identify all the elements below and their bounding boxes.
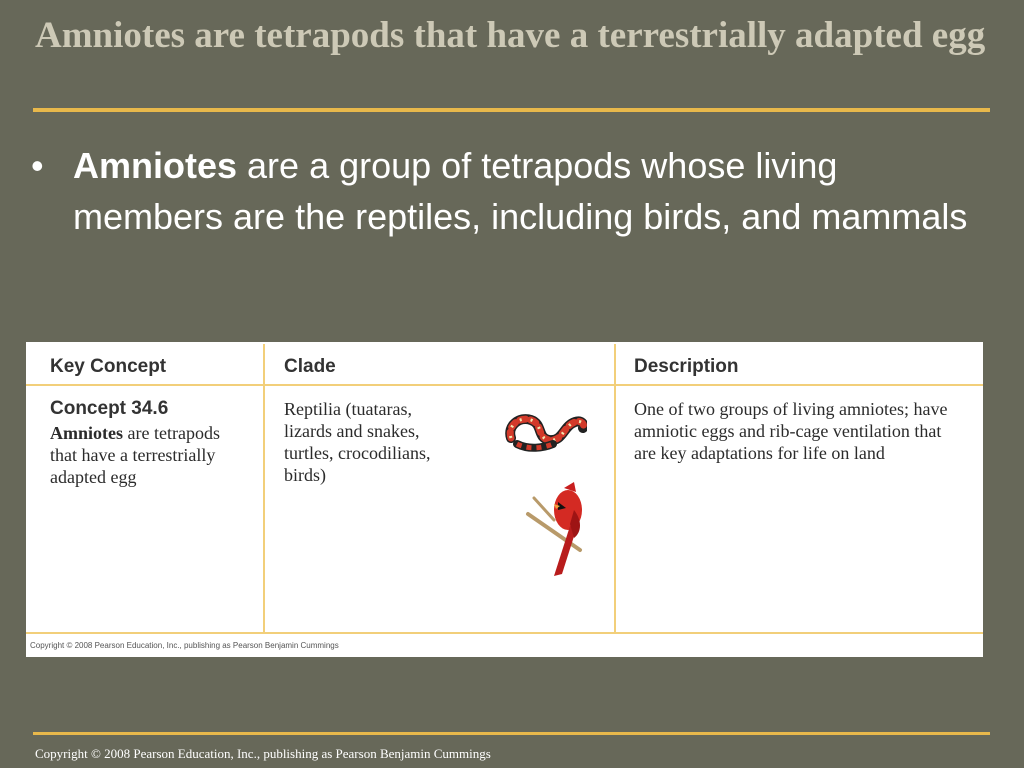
- footer-divider: [33, 732, 990, 735]
- header-description: Description: [634, 356, 739, 377]
- header-clade: Clade: [284, 356, 336, 377]
- concept-cell: [50, 398, 250, 488]
- table-bottom-divider: [26, 632, 983, 634]
- column-divider-1: [263, 344, 265, 632]
- slide-title: Amniotes are tetrapods that have a terrestrially adapted egg: [35, 15, 986, 56]
- figure-credit: Copyright © 2008 Pearson Education, Inc., publishing as Pearson Benjamin Cummings: [30, 641, 339, 650]
- concept-term: Amniotes: [50, 423, 123, 443]
- bullet-term: Amniotes: [73, 145, 238, 186]
- key-concept-table: [26, 342, 983, 657]
- table-header: [26, 342, 983, 384]
- concept-number: Concept 34.6: [50, 398, 169, 419]
- header-key-concept: Key Concept: [50, 356, 167, 377]
- header-divider: [26, 384, 983, 386]
- bullet-list: [28, 140, 988, 242]
- column-divider-2: [614, 344, 616, 632]
- description-cell: One of two groups of living amniotes; have amniotic eggs and rib-cage ventilation that are key adaptations for life on land: [634, 399, 948, 463]
- bullet-marker: •: [31, 145, 44, 186]
- footer-copyright: Copyright © 2008 Pearson Education, Inc., publishing as Pearson Benjamin Cummings: [35, 746, 491, 761]
- title-divider: [33, 108, 990, 112]
- coral-snake-icon: [503, 404, 587, 452]
- clade-cell: Reptilia (tuataras, lizards and snakes, turtles, crocodilians, birds): [284, 399, 431, 485]
- bullet-text: are a group of tetrapods whose living members are the reptiles, including birds, and mammals: [73, 145, 968, 237]
- bullet-item: [28, 140, 988, 242]
- concept-text: are tetrapods that have a terrestrially adapted egg: [50, 423, 220, 487]
- cardinal-bird-icon: [524, 480, 596, 580]
